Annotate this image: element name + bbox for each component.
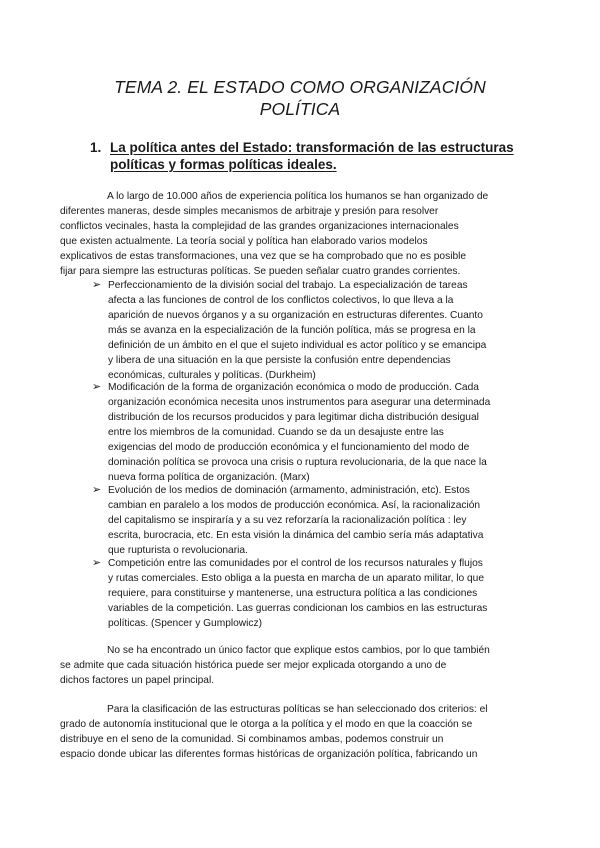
bullet-item — [108, 556, 487, 631]
text-line: nueva forma política de organización. (Marx) — [108, 472, 310, 483]
arrow-bullet-icon: ➢ — [92, 381, 102, 393]
text-line: fijar para siempre las estructuras políticas. Se pueden señalar cuatro grandes corrientes. — [60, 266, 461, 277]
text-line: grado de autonomía institucional que le otorga a la política y el modo en que la coacción se — [60, 719, 473, 730]
section-title — [110, 139, 520, 173]
text-line: espacio donde ubicar las diferentes formas históricas de organización política, fabricando un — [60, 749, 478, 760]
text-line: entre los miembros de la comunidad. Cuando se da un desajuste entre las — [108, 427, 444, 438]
text-line: cambian en paralelo a los modos de producción económica. Así, la racionalización — [108, 500, 481, 511]
bullet-item — [108, 483, 483, 558]
arrow-bullet-icon: ➢ — [92, 484, 102, 496]
arrow-bullet-icon: ➢ — [92, 279, 102, 291]
section-title-line: políticas y formas políticas ideales. — [110, 157, 337, 172]
text-line: exigencias del modo de producción económica y el funcionamiento del modo de — [108, 442, 470, 453]
text-line: dominación política se provoca una crisis o ruptura revolucionaria, de la que nace la — [108, 457, 487, 468]
text-line: distribución de los recursos producidos y para legitimar dicha distribución desigual — [108, 412, 479, 423]
bullet-item — [108, 380, 490, 485]
text-line: dichos factores un papel principal. — [60, 675, 215, 686]
document-title — [60, 76, 540, 120]
text-line: que existen actualmente. La teoría social y política han elaborado varios modelos — [60, 236, 428, 247]
text-line: y libera de una situación en la que persiste la confusión entre dependencias — [108, 355, 451, 366]
text-line: Perfeccionamiento de la división social del trabajo. La especialización de tareas — [108, 280, 468, 291]
arrow-bullet-icon: ➢ — [92, 557, 102, 569]
title-line: TEMA 2. EL ESTADO COMO ORGANIZACIÓN — [114, 77, 486, 97]
text-line: A lo largo de 10.000 años de experiencia política los humanos se han organizado de — [107, 191, 489, 202]
text-line: más se avanza en la especialización de la función política, más se progresa en la — [108, 325, 476, 336]
text-line: conflictos vecinales, hasta la complejidad de las grandes organizaciones internacionales — [60, 221, 459, 232]
text-line: aparición de nuevos órganos y a su organización en estructuras diferentes. Cuanto — [108, 310, 483, 321]
text-line: políticas. (Spencer y Gumplowicz) — [108, 618, 262, 629]
text-line: escrita, burocracia, etc. En esta visión la dinámica del cambio sería más adaptativa — [108, 530, 484, 541]
text-line: variables de la competición. Las guerras condicionan los cambios en las estructuras — [108, 603, 488, 614]
text-line: explicativos de estas transformaciones, una vez que se ha comprobado que no es posible — [60, 251, 467, 262]
section-number: 1. — [90, 140, 102, 155]
text-line: del capitalismo se inspiraría y a su vez reforzaría la racionalización política : ley — [108, 515, 467, 526]
text-line: afecta a las funciones de control de los conflictos colectivos, lo que lleva a la — [108, 295, 454, 306]
text-line: organización económica necesita unos instrumentos para asegurar una determinada — [108, 397, 491, 408]
text-line: que rupturista o revolucionaria. — [108, 545, 248, 556]
text-line: se admite que cada situación histórica puede ser mejor explicada otorgando a uno de — [60, 660, 447, 671]
text-line: diferentes maneras, desde simples mecanismos de arbitraje y presión para resolver — [60, 206, 439, 217]
title-line: POLÍTICA — [259, 99, 341, 119]
section-title-line: La política antes del Estado: transformación de las estructuras — [110, 140, 514, 155]
text-line: y rutas comerciales. Esto obliga a la puesta en marcha de un aparato militar, lo que — [108, 573, 485, 584]
paragraph — [60, 702, 488, 762]
text-line: económicas, culturales y políticas. (Durkheim) — [108, 370, 316, 381]
bullet-item — [108, 278, 486, 383]
text-line: No se ha encontrado un único factor que explique estos cambios, por lo que también — [107, 645, 490, 656]
text-line: definición de un ámbito en el que el sujeto individual es actor político y se emancipa — [108, 340, 487, 351]
text-line: Evolución de los medios de dominación (armamento, administración, etc). Estos — [108, 485, 470, 496]
intro-paragraph — [60, 189, 488, 279]
text-line: requiere, para constituirse y mantenerse, una estructura política a las condiciones — [108, 588, 478, 599]
paragraph — [60, 643, 490, 688]
text-line: Modificación de la forma de organización económica o modo de producción. Cada — [108, 382, 479, 393]
text-line: distribuye en el seno de la comunidad. Si combinamos ambas, podemos construir un — [60, 734, 444, 745]
text-line: Para la clasificación de las estructuras políticas se han seleccionado dos criterios: el — [107, 704, 488, 715]
text-line: Competición entre las comunidades por el control de los recursos naturales y flujos — [108, 558, 483, 569]
